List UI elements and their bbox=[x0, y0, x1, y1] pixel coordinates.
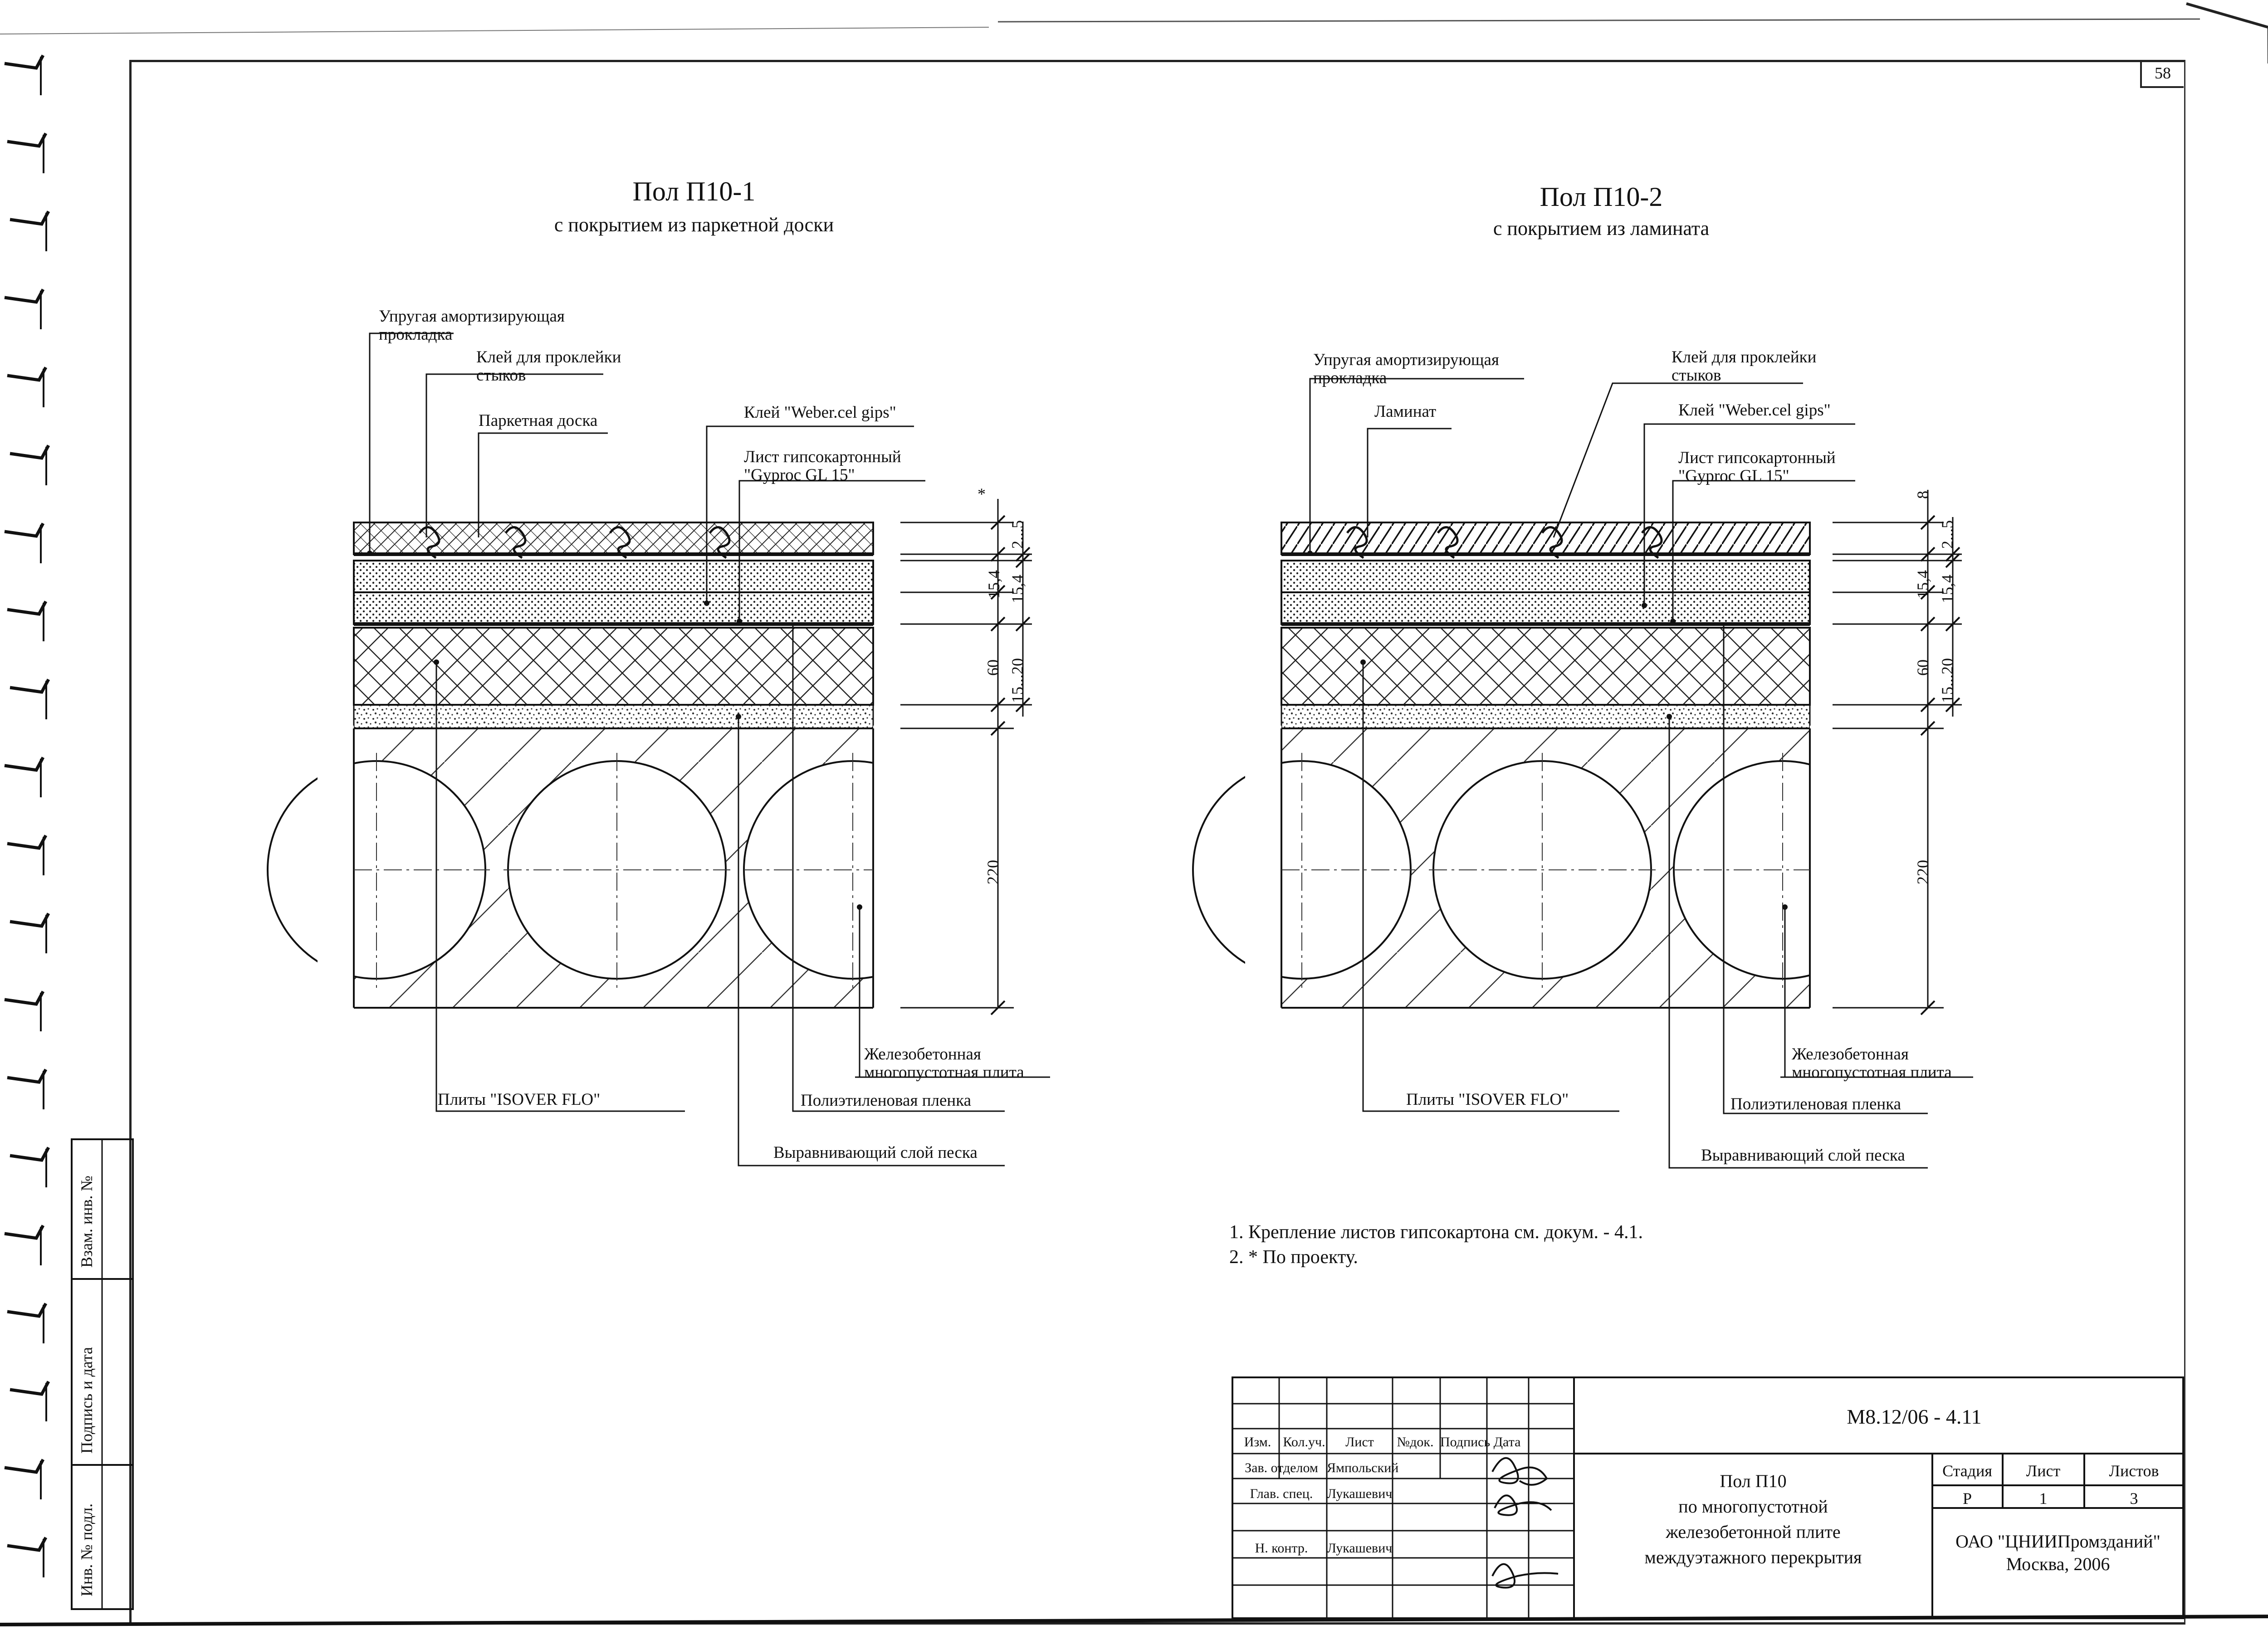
left-dim-15-20: 15...20 bbox=[1008, 658, 1026, 703]
doc-code: М8.12/06 - 4.11 bbox=[1847, 1405, 1982, 1428]
left-dim-15-4-b: 15,4 bbox=[1008, 575, 1026, 603]
right-dim-220: 220 bbox=[1914, 860, 1932, 884]
right-section bbox=[1193, 522, 1946, 1011]
left-subtitle: с покрытием из паркетной доски bbox=[554, 214, 834, 236]
left-label-weber: Клей "Weber.cel gips" bbox=[744, 403, 896, 422]
left-label-finish: Паркетная доска bbox=[479, 411, 598, 430]
left-label-joint-glue: Клей для проклейки стыков bbox=[476, 348, 621, 385]
tb-header-date: Дата bbox=[1493, 1435, 1521, 1449]
right-label-weber: Клей "Weber.cel gips" bbox=[1678, 401, 1831, 420]
left-dim-15-4-a: 15,4 bbox=[985, 570, 1003, 599]
right-label-isover: Плиты "ISOVER FLO" bbox=[1406, 1090, 1569, 1109]
right-dim-15-4-b: 15,4 bbox=[1938, 575, 1956, 603]
doc-title-line-1: Пол П10 bbox=[1720, 1471, 1787, 1491]
side-stamp-replacement: Взам. инв. № bbox=[78, 1176, 96, 1268]
tb-header-kol-uch: Кол.уч. bbox=[1283, 1435, 1325, 1449]
city-year: Москва, 2006 bbox=[2006, 1554, 2110, 1574]
note-1: 1. Крепление листов гипсокартона см. докум. - 4.1. bbox=[1229, 1222, 1643, 1243]
right-dim-15-4-a: 15,4 bbox=[1914, 570, 1932, 599]
right-dim-8: 8 bbox=[1914, 491, 1932, 499]
sheet-value: 1 bbox=[2039, 1489, 2048, 1508]
stage-header: Стадия bbox=[1942, 1462, 1992, 1480]
left-label-gypsum: Лист гипсокартонный "Gyproc GL 15" bbox=[744, 448, 901, 484]
right-label-gypsum: Лист гипсокартонный "Gyproc GL 15" bbox=[1678, 449, 1836, 485]
left-label-isover: Плиты "ISOVER FLO" bbox=[438, 1090, 601, 1109]
right-label-sand: Выравнивающий слой песка bbox=[1701, 1146, 1905, 1165]
side-stamp-signature-date: Подпись и дата bbox=[78, 1347, 96, 1454]
left-label-pe-film: Полиэтиленовая пленка bbox=[801, 1091, 972, 1110]
doc-title-line-4: междуэтажного перекрытия bbox=[1644, 1547, 1862, 1567]
left-dim-60: 60 bbox=[984, 659, 1002, 676]
tb-header-signature: Подпись bbox=[1440, 1435, 1491, 1449]
left-title: Пол П10-1 bbox=[632, 176, 756, 206]
right-label-slab: Железобетонная многопустотная плита bbox=[1792, 1045, 1952, 1082]
right-label-finish: Ламинат bbox=[1374, 402, 1437, 421]
tb-row-1-name: Ямпольский bbox=[1327, 1460, 1399, 1475]
tb-row-2-name: Лукашевич bbox=[1327, 1486, 1393, 1501]
left-section bbox=[268, 522, 1009, 1011]
left-label-sand: Выравнивающий слой песка bbox=[773, 1143, 978, 1162]
tb-row-4-role: Н. контр. bbox=[1255, 1541, 1308, 1556]
tb-row-4-name: Лукашевич bbox=[1327, 1541, 1393, 1556]
note-2: 2. * По проекту. bbox=[1229, 1247, 1358, 1268]
left-dim-220: 220 bbox=[984, 860, 1002, 884]
right-dim-2-5: 2...5 bbox=[1938, 520, 1956, 549]
left-label-slab: Железобетонная многопустотная плита bbox=[864, 1045, 1024, 1082]
tb-row-2-role: Глав. спец. bbox=[1250, 1486, 1313, 1501]
doc-title-line-3: железобетонной плите bbox=[1666, 1522, 1841, 1542]
right-dim-60: 60 bbox=[1914, 659, 1932, 676]
sheet-header: Лист bbox=[2026, 1462, 2061, 1480]
right-label-underlay: Упругая амортизирующая прокладка bbox=[1313, 351, 1499, 387]
sheet-number: 58 bbox=[2140, 60, 2184, 88]
signatures bbox=[1492, 1458, 1558, 1588]
right-title: Пол П10-2 bbox=[1540, 182, 1663, 212]
tb-row-1-role: Зав. отделом bbox=[1245, 1460, 1318, 1475]
side-stamp-original-inventory: Инв. № подл. bbox=[78, 1503, 96, 1596]
left-label-underlay: Упругая амортизирующая прокладка bbox=[379, 307, 565, 344]
tb-header-izm: Изм. bbox=[1244, 1435, 1271, 1449]
organization: ОАО "ЦНИИПромзданий" bbox=[1955, 1531, 2160, 1552]
doc-title-line-2: по многопустотной bbox=[1678, 1496, 1828, 1517]
doc-title bbox=[1576, 1469, 1930, 1570]
sheets-header: Листов bbox=[2109, 1462, 2159, 1480]
sheets-value: 3 bbox=[2130, 1489, 2138, 1508]
tb-header-doc-no: №док. bbox=[1397, 1435, 1434, 1449]
right-subtitle: с покрытием из ламината bbox=[1493, 217, 1710, 239]
right-label-joint-glue: Клей для проклейки стыков bbox=[1672, 348, 1817, 385]
tb-header-list: Лист bbox=[1345, 1435, 1374, 1449]
left-dim-2-5: 2...5 bbox=[1008, 520, 1026, 549]
right-dim-15-20: 15...20 bbox=[1938, 658, 1956, 703]
left-dim-star: * bbox=[978, 485, 986, 503]
right-label-pe-film: Полиэтиленовая пленка bbox=[1730, 1095, 1901, 1113]
stage-value: Р bbox=[1962, 1489, 1972, 1508]
